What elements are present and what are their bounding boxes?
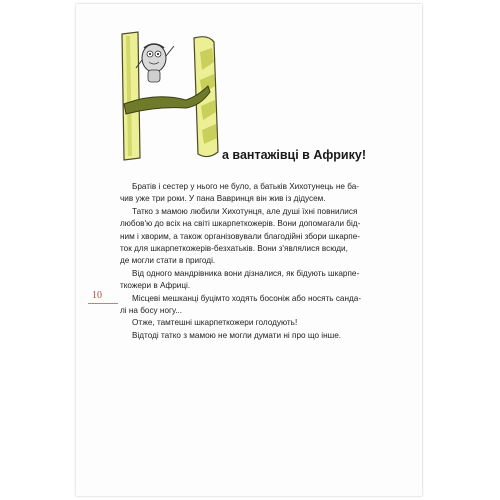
body-text-line: Татко з мамою любили Хихотунця, але душі їхні повнилися — [132, 206, 358, 216]
page-number-rule — [88, 303, 118, 304]
body-text-line: де могли стати в пригоді. — [120, 256, 216, 266]
body-text-line: Отже, тамтешні шкарпеткожери голодують! — [132, 318, 298, 328]
body-text-line: лі на босу ногу... — [120, 305, 183, 315]
body-text-line: Братів і сестер у нього не було, а батьків Хихотунець не ба- — [132, 182, 359, 191]
body-text-line: ним і хворим, а також організовували благодійні збори шкарпе- — [120, 231, 361, 241]
body-text-line: ткожери в Африці. — [120, 281, 191, 291]
body-text-line: Місцеві мешканці буцімто ходять босоніж або носять санда- — [132, 293, 362, 303]
body-text-line: Відтоді татко з мамою не могли думати ні про що інше. — [132, 330, 342, 340]
chapter-title: а вантажівці в Африку! — [222, 148, 366, 162]
body-text-line: ток для шкарпеткожерів-безхатьків. Вони з'являлися всюди, — [120, 243, 348, 253]
sock-eater-character — [136, 44, 174, 82]
illustrated-initial-letter — [116, 26, 222, 166]
body-text-line: чив уже три роки. У пана Вавринця він жив із дідусем. — [120, 194, 326, 204]
body-text-line: Від одного мандрівника вони дізналися, як бідують шкарпе- — [132, 268, 360, 278]
body-text-line: любов'ю до всіх на світі шкарпеткожерів. Вони допомагали бід- — [120, 219, 361, 229]
page-number: 10 — [92, 290, 102, 301]
body-text — [120, 181, 382, 342]
